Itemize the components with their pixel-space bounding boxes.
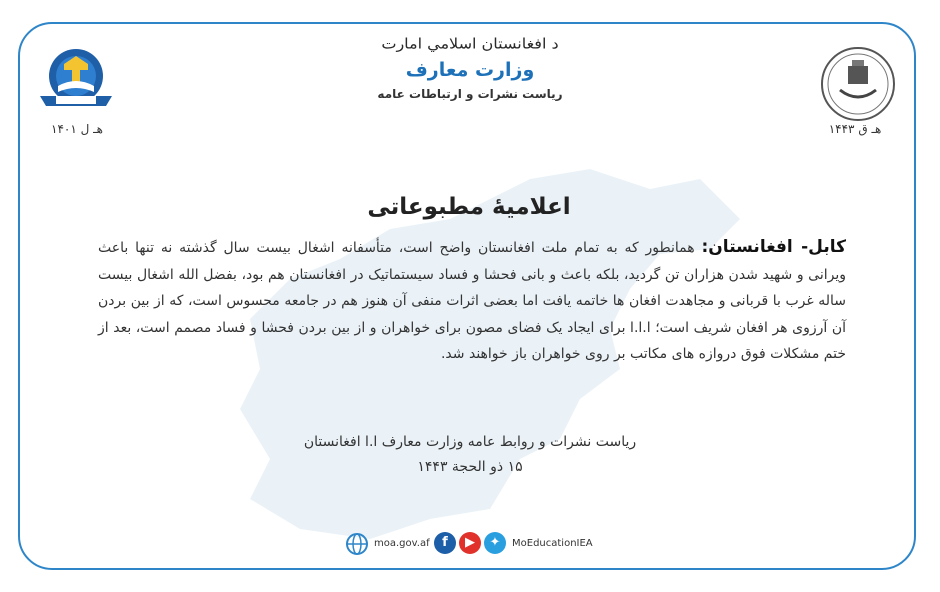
emirate-seal-icon <box>818 44 898 124</box>
globe-icon[interactable] <box>345 532 369 556</box>
signature-directorate: ریاست نشرات و روابط عامه وزارت معارف ا.ا افغانستان <box>303 434 637 450</box>
signature-date: ۱۵ ذو الحجة ۱۴۴۳ <box>417 459 523 475</box>
press-release-body <box>98 234 846 368</box>
press-release-title: اعلامیهٔ مطبوعاتی <box>367 194 571 220</box>
website-link[interactable]: moa.gov.af <box>374 538 430 549</box>
social-handle[interactable]: MoEducationIEA <box>512 538 593 549</box>
solar-year-label: ۱۴۰۱ هـ ل <box>51 122 103 136</box>
dateline: کابل- افغانستان: <box>701 237 846 257</box>
ministry-name: وزارت معارف <box>405 59 535 81</box>
document-frame <box>18 22 916 570</box>
footer <box>20 532 916 562</box>
ministry-book-emblem-icon <box>36 46 116 118</box>
youtube-icon[interactable]: ▶ <box>459 532 481 554</box>
facebook-icon[interactable]: f <box>434 532 456 554</box>
lunar-year-label: ۱۴۴۳ هـ ق <box>828 122 882 136</box>
signature-block <box>240 430 700 480</box>
body-text: همانطور که به تمام ملت افغانستان واضح است، متأسفانه اشغال بیست سال گذشته نه تنها باعث ویرانی و شهید شدن هزاران تن گردید، بلکه باعث و بانی فحشا و فساد سیستماتیک در افغانستان هم بود، بفضل الله اشغال بیست ساله غرب با قربانی و مجاهدت افغان ها خاتمه یافت اما بعضی اثرات منفی آن هنوز هم در جامعه محسوس است، که از بین بردن آن آرزوی هر افغان شریف است؛ ا.ا.ا برای ایجاد یک فضای مصون برای خواهران و از بین بردن فحشا و فساد مصمم است، بعد از ختم مشکلات فوق دروازه های مکاتب بر روی خواهران باز خواهند شد. <box>98 240 846 362</box>
twitter-icon[interactable]: ✦ <box>484 532 506 554</box>
letterhead <box>340 34 600 101</box>
emirate-calligraphy: د افغانستان اسلامي امارت <box>381 34 559 53</box>
directorate-name: ریاست نشرات و ارتباطات عامه <box>377 87 563 101</box>
